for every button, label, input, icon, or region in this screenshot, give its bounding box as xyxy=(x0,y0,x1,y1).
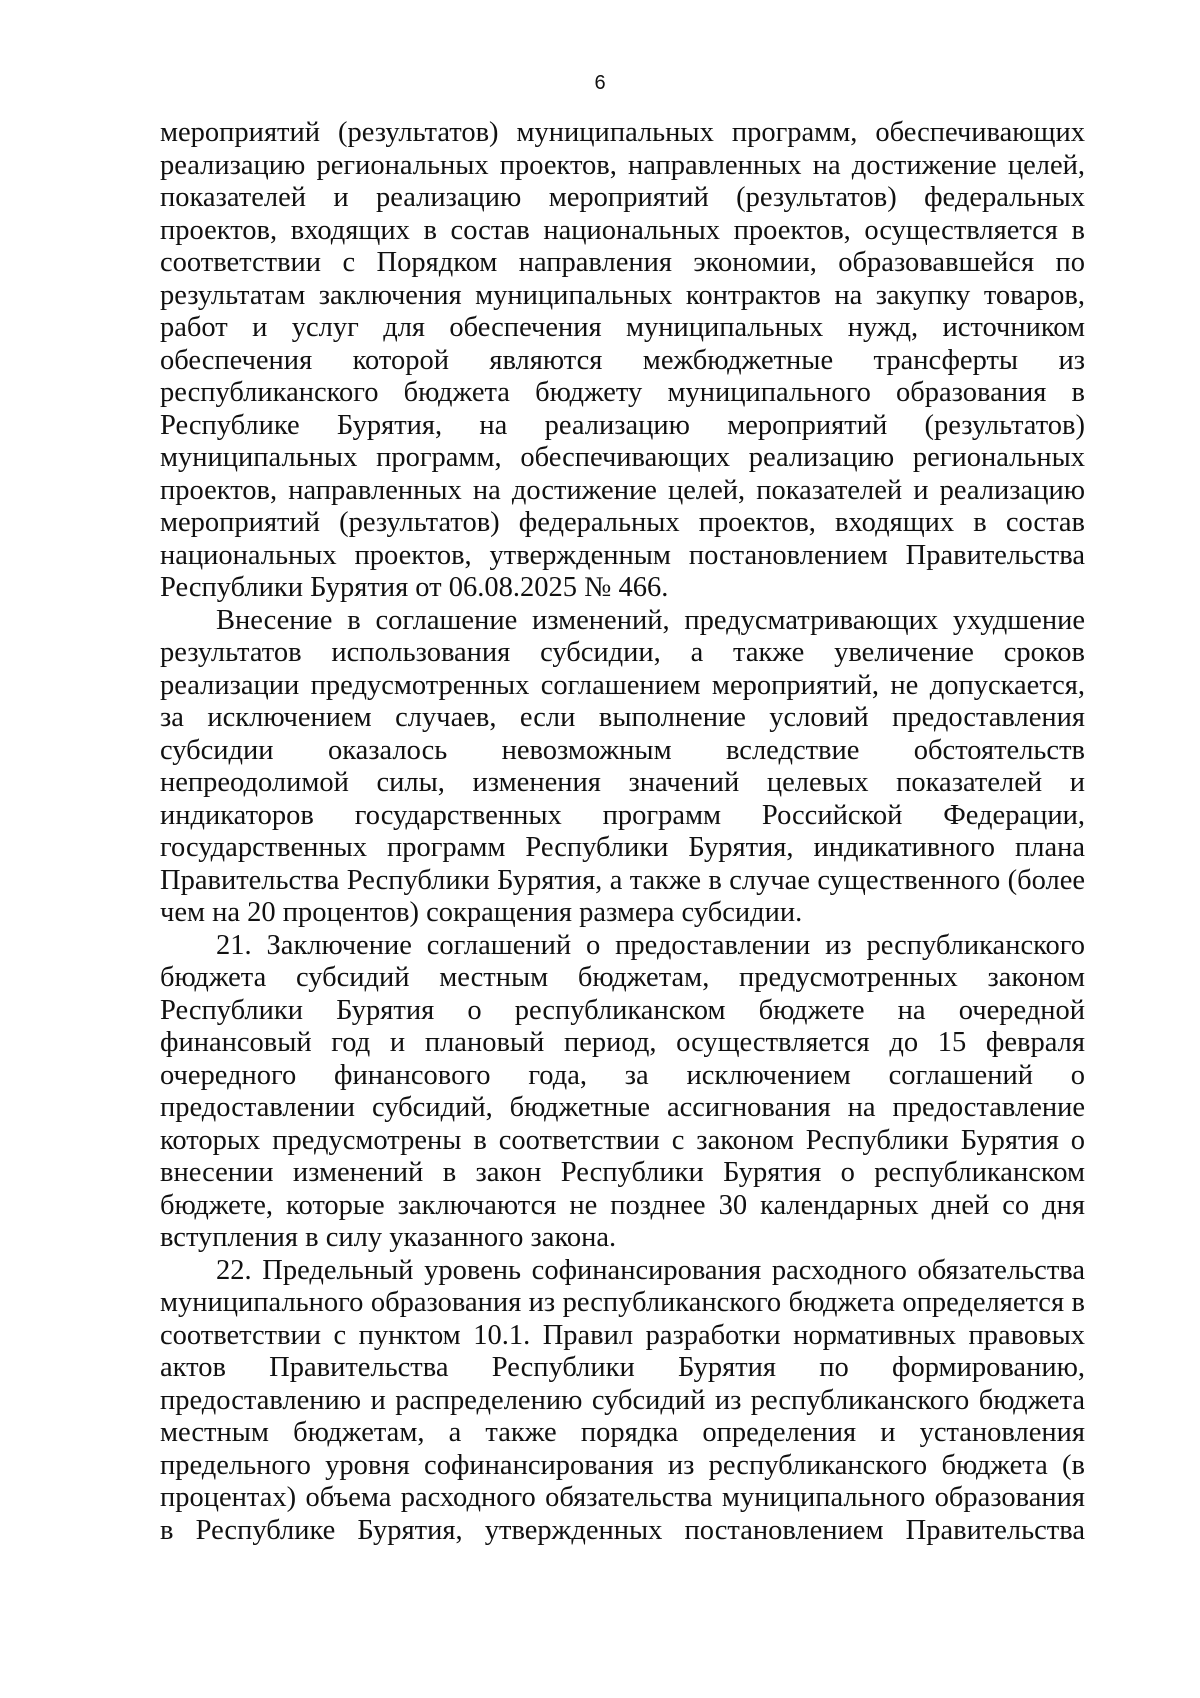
paragraph-amendments: Внесение в соглашение изменений, предусматривающих ухудшение результатов использования субсидии, а также увеличение сроков реализации предусмотренных соглашением мероприятий, не допускается, за исключением случаев, если выполнение условий предоставления субсидии оказалось невозможным вследствие обстоятельств непреодолимой силы, изменения значений целевых показателей и индикаторов государственных программ Российской Федерации, государственных программ Республики Бурятия, индикативного плана Правительства Республики Бурятия, а также в случае существенного (более чем на 20 процентов) сокращения размера субсидии. xyxy=(160,604,1085,928)
document-body xyxy=(160,117,1085,1547)
page-number: 6 xyxy=(594,72,606,94)
paragraph-item-22: 22. Предельный уровень софинансирования расходного обязательства муниципального образования из республиканского бюджета определяется в соответствии с пунктом 10.1. Правил разработки нормативных правовых актов Правительства Республики Бурятия по формированию, предоставлению и распределению субсидий из республиканского бюджета местным бюджетам, а также порядка определения и установления предельного уровня софинансирования из республиканского бюджета (в процентах) объема расходного обязательства муниципального образования в Республике Бурятия, утвержденных постановлением Правительства xyxy=(160,1254,1085,1546)
paragraph-item-21: 21. Заключение соглашений о предоставлении из республиканского бюджета субсидий местным бюджетам, предусмотренных законом Республики Бурятия о республиканском бюджете на очередной финансовый год и плановый период, осуществляется до 15 февраля очередного финансового года, за исключением соглашений о предоставлении субсидий, бюджетные ассигнования на предоставление которых предусмотрены в соответствии с законом Республики Бурятия о внесении изменений в закон Республики Бурятия о республиканском бюджете, которые заключаются не позднее 30 календарных дней со дня вступления в силу указанного закона. xyxy=(160,929,1085,1253)
paragraph-continuation: мероприятий (результатов) муниципальных программ, обеспечивающих реализацию региональных проектов, направленных на достижение целей, показателей и реализацию мероприятий (результатов) федеральных проектов, входящих в состав национальных проектов, осуществляется в соответствии с Порядком направления экономии, образовавшейся по результатам заключения муниципальных контрактов на закупку товаров, работ и услуг для обеспечения муниципальных нужд, источником обеспечения которой являются межбюджетные трансферты из республиканского бюджета бюджету муниципального образования в Республике Бурятия, на реализацию мероприятий (результатов) муниципальных программ, обеспечивающих реализацию региональных проектов, направленных на достижение целей, показателей и реализацию мероприятий (результатов) федеральных проектов, входящих в состав национальных проектов, утвержденным постановлением Правительства Республики Бурятия от 06.08.2025 № 466. xyxy=(160,117,1085,603)
